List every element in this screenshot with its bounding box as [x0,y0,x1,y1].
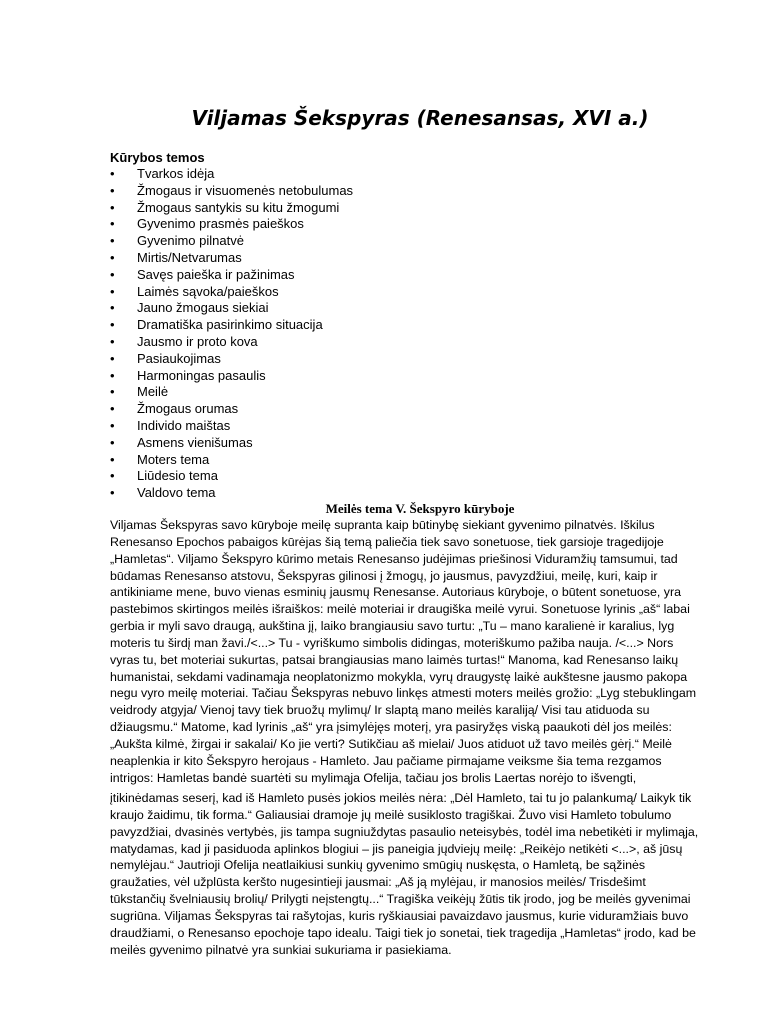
list-item-text: Dramatiška pasirinkimo situacija [137,317,323,333]
text-line: džiaugsmu.“ Matome, kad lyrinis „aš“ yra įsimylėjęs moterį, yra pasiryžęs viską paaukoti dėl jos meilės: [110,720,672,735]
list-item [110,267,353,284]
list-item-text: Tvarkos idėja [137,166,215,181]
list-item [110,468,353,485]
text-line: pavyzdžiai, dvasinės vertybės, jis tampa sugniuždytas pasaulio neteisybės, todėl ima nebetikėti ir mylimąja, [110,824,699,839]
list-item-text: Jauno žmogaus siekiai [137,300,269,316]
text-line: neaplenkia ir kito Šekspyro herojaus - Hamleto. Jau pačiame pirmajame veiksme šia tema rezgamos [110,753,662,768]
text-line: graužaties, vėl užplūsta keršto nugesintieji jausmai: „Aš ją mylėjau, ir manosios meilės/ Trisdešimt [110,875,646,890]
list-item [110,401,353,418]
list-item-text: Jausmo ir proto kova [137,333,258,349]
text-line: „Hamletas“. Viljamo Šekspyro kūrimo metais Renesanso judėjimas priešinosi Viduramžių tamsumui, tad [110,551,678,566]
list-item [110,317,353,334]
list-item-text: Moters tema [137,451,210,467]
text-line: sugriūna. Viljamas Šekspyras tai rašytojas, kuris ryškiausiai pavaizdavo jausmus, kurie viduramžiais buvo [110,908,689,923]
bullet-icon: • [110,249,115,265]
bullet-icon: • [110,317,115,333]
bullet-icon: • [110,266,115,282]
text-line: meilės gyvenimo pilnatvė yra sunkiai sukuriama ir pasiekiama. [110,942,452,957]
bullet-icon: • [110,182,115,198]
text-line: būdamas Renesanso atstovu, Šekspyras gilinosi į žmogų, jo jausmus, pavyzdžiui, meilę, kuri, kaip ir [110,568,658,583]
list-item-text: Individo maištas [137,417,231,433]
bullet-icon: • [110,367,115,383]
bullet-icon: • [110,350,115,366]
text-line: matydamas, kad ji pasiduoda aplinkos blogiui – jis paneigia jųdviejų meilę: „Reikėjo netikėti <...>, aš jūsų [110,841,683,856]
text-line: vyras tu, bet moteriai sukurtas, patsai brangiausias mano laimės turtas!“ Manoma, kad Renesanso laikų [110,652,679,667]
list-item-text: Meilė [137,384,169,400]
themes-list [110,166,353,502]
list-item [110,418,353,435]
bullet-icon: • [110,333,115,349]
text-line: moteris tu širdį man žavi./<...> Tu - vyriškumo simbolis didingas, moteriškumo pažiba nauja. /<...> Nors [110,635,674,650]
list-item [110,351,353,368]
text-line: draudžiami, o Renesanso epochoje tapo idealu. Taigi tiek jo sonetai, tiek tragedija „Hamletas“ įrodo, kad be [110,925,696,940]
text-line: tūkstančių švelniausių brolių/ Prilygti neįstengtų...“ Tragiška veikėjų žūtis tik įrodo, jog be meilės gyvenimai [110,892,691,907]
list-item-text: Pasiaukojimas [137,350,221,366]
list-item [110,233,353,250]
bullet-icon: • [110,166,115,181]
text-line: gerbia ir myli savo draugą, aukština jį, laiko brangiausiu savo turtu: „Tu – mano karalienė ir karalius, lyg [110,619,675,634]
list-item-text: Gyvenimo pilnatvė [137,233,244,249]
bullet-icon: • [110,451,115,467]
text-line: įtikinėdamas seserį, kad iš Hamleto pusės jokios meilės nėra: „Dėl Hamleto, tai tu jo palankumą/ Laikyk tik [110,791,692,805]
list-item [110,250,353,267]
list-item-text: Žmogaus ir visuomenės netobulumas [137,182,354,198]
list-item [110,166,353,183]
list-item [110,334,353,351]
list-item [110,435,353,452]
essay-heading: Meilės tema V. Šekspyro kūryboje [325,501,515,516]
text-line: Renesanso Epochos pabaigos kūrėjas šią temą paliečia tiek savo sonetuose, tiek garsioje tragedijoje [110,534,664,549]
list-item [110,300,353,317]
text-line: antikiniame mene, buvo vienas esminių jausmų Renesanse. Autoriaus kūryboje, o būtent sonetuose, yra [110,585,681,600]
bullet-icon: • [110,485,115,501]
bullet-icon: • [110,384,115,400]
list-item [110,452,353,469]
list-item [110,384,353,401]
list-item-text: Mirtis/Netvarumas [137,249,242,265]
bullet-icon: • [110,199,115,215]
list-item-text: Harmoningas pasaulis [137,367,266,383]
bullet-icon: • [110,233,115,249]
text-line: pastebimos skirtingos meilės išraiškos: meilė moteriai ir draugiška meilė vyrui. Sonetuose lyrinis „aš“ labai [110,602,690,617]
list-item-text: Asmens vienišumas [137,434,253,450]
list-item-text: Gyvenimo prasmės paieškos [137,216,304,232]
text-line: kraujo žaidimu, tik forma.“ Galiausiai dramoje jų meilė susiklosto tragiškai. Žuvo visi Hamleto tobulumo [110,807,672,822]
text-line: negu vyro meilę moteriai. Tačiau Šekspyras nebuvo linkęs atmesti moters meilės grožio: „Lyg stebuklingam [110,686,697,701]
list-item-text: Žmogaus orumas [137,401,239,417]
bullet-icon: • [110,434,115,450]
list-item [110,368,353,385]
bullet-icon: • [110,401,115,417]
text-line: intrigos: Hamletas bandė suartėti su mylimąja Ofelija, tačiau jos brolis Laertas norėjo to išvengti, [110,770,637,785]
essay-paragraph-part-1 [110,517,732,787]
list-item [110,216,353,233]
list-item-text: Liūdesio tema [137,468,218,484]
bullet-icon: • [110,216,115,232]
bullet-icon: • [110,300,115,316]
list-item-text: Valdovo tema [137,485,216,501]
text-line: Viljamas Šekspyras savo kūryboje meilę supranta kaip būtinybę siekiant gyvenimo pilnatvės. Iškilus [110,518,655,532]
bullet-icon: • [110,417,115,433]
document-title: Viljamas Šekspyras (Renesansas, XVI a.) [191,106,649,130]
text-line: veidrody atgyja/ Vienoj tavy tiek bruožų mylimų/ Ir slaptą mano meilės karaliją/ Visi tau atiduoda su [110,703,650,718]
bullet-icon: • [110,468,115,484]
list-item-text: Laimės sąvoka/paieškos [137,283,279,299]
list-item [110,200,353,217]
list-item [110,284,353,301]
text-line: nemylėjau.“ Jautrioji Ofelija neatlaikiusi sunkių gyvenimo smūgių nuskęsta, o Hamletą, be sąžinės [110,858,646,873]
themes-heading: Kūrybos temos [110,150,205,165]
bullet-icon: • [110,283,115,299]
text-line: „Aukšta kilmė, žirgai ir sakalai/ Ko jie verti? Sutikčiau aš mielai/ Juos atiduot už tavo meilės gėrį.“ Meilė [110,736,672,751]
list-item-text: Savęs paieška ir pažinimas [137,266,295,282]
text-line: humanistai, sekdami vadinamąja neoplatonizmo mokykla, vyrų draugystę laikė aukštesne jausmo pakopa [110,669,688,684]
list-item [110,183,353,200]
essay-paragraph-part-2 [110,790,732,958]
list-item-text: Žmogaus santykis su kitu žmogumi [137,199,340,215]
